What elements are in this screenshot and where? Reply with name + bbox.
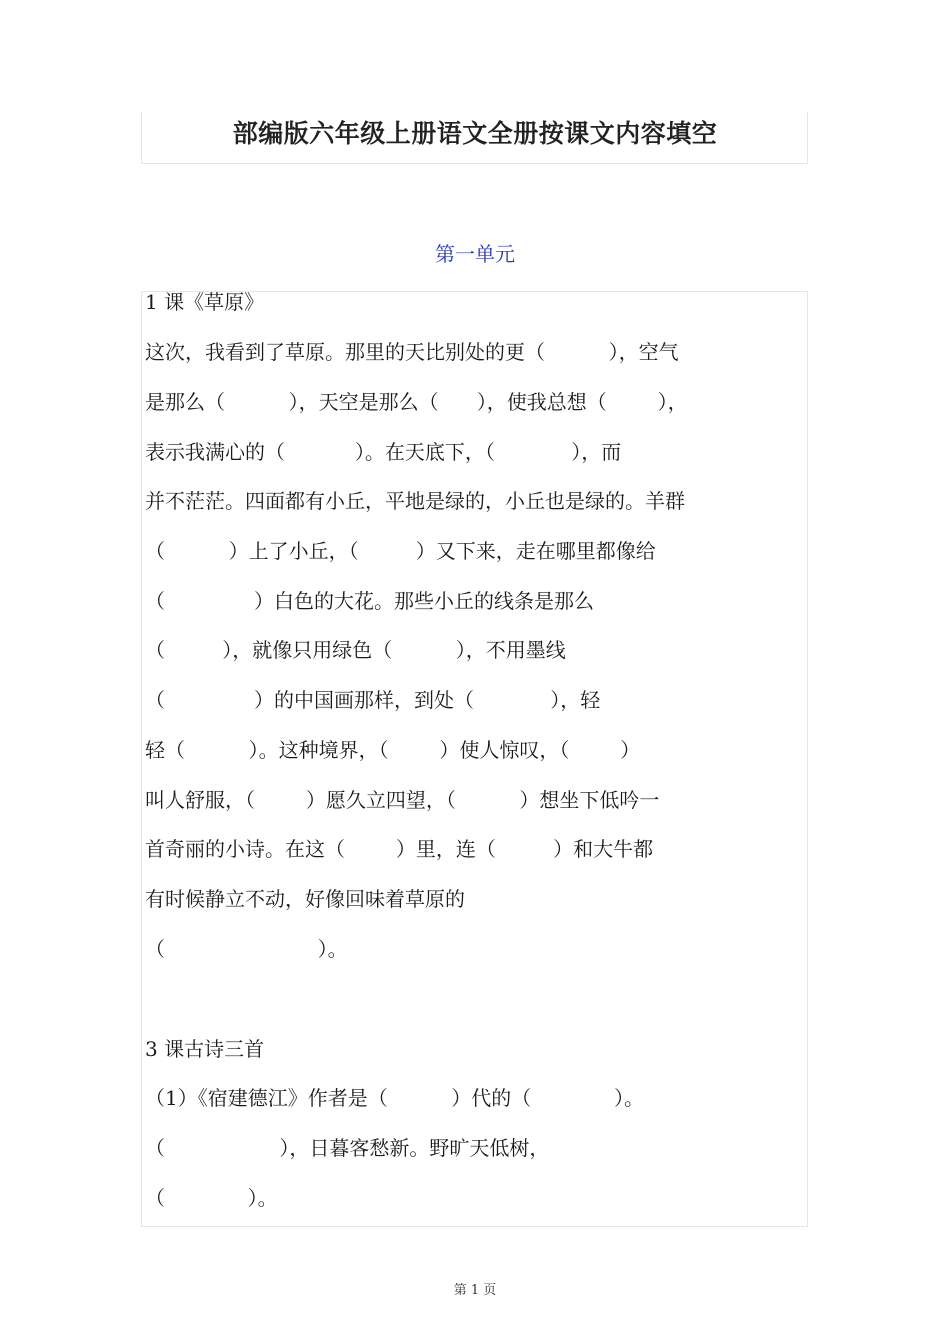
text-line: 表示我满心的（ ）。在天底下，（ ），而: [145, 440, 622, 464]
unit-heading: 第一单元: [435, 242, 515, 266]
lesson-heading: 1 课《草原》: [145, 290, 265, 314]
document-title: 部编版六年级上册语文全册按课文内容填空: [232, 119, 718, 148]
text-line: 是那么（ ），天空是那么（ ），使我总想（ ），: [145, 390, 688, 414]
text-line: （ ）。: [145, 1186, 278, 1210]
text-line: （ ）上了小丘，（ ）又下来，走在哪里都像给: [145, 539, 656, 563]
text-line: 轻（ ）。这种境界，（ ）使人惊叹，（ ）: [145, 738, 641, 762]
page-number: 第 1 页: [453, 1283, 497, 1298]
text-line: 有时候静立不动，好像回味着草原的: [145, 887, 465, 911]
text-line: （ ），就像只用绿色（ ），不用墨线: [145, 638, 566, 662]
lesson-heading: 3 课古诗三首: [145, 1037, 265, 1061]
text-line: （1）《宿建德江》作者是（ ）代的（ ）。: [145, 1086, 644, 1110]
text-line: 并不茫茫。四面都有小丘，平地是绿的，小丘也是绿的。羊群: [145, 489, 685, 513]
text-line: （ ）白色的大花。那些小丘的线条是那么: [145, 589, 595, 613]
text-line: 这次，我看到了草原。那里的天比别处的更（ ），空气: [145, 340, 679, 364]
text-line: （ ）的中国画那样，到处（ ），轻: [145, 688, 601, 712]
text-line: （ ），日暮客愁新。野旷天低树，: [145, 1136, 550, 1160]
text-line: 首奇丽的小诗。在这（ ）里，连（ ）和大牛都: [145, 837, 654, 861]
text-line: （ ）。: [145, 937, 348, 961]
text-line: 叫人舒服，（ ）愿久立四望，（ ）想坐下低吟一: [145, 788, 660, 812]
